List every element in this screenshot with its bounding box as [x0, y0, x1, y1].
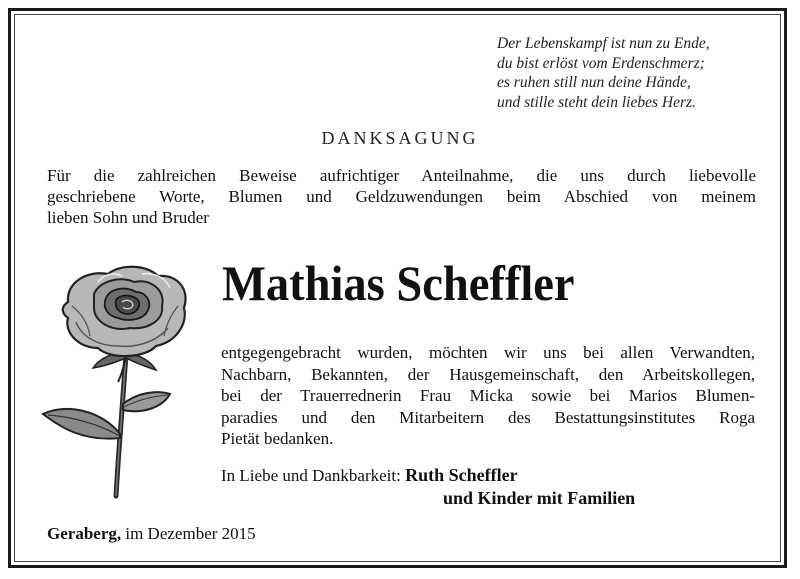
poem-line: es ruhen still nun deine Hände, — [497, 74, 691, 91]
footer-date: im Dezember 2015 — [125, 524, 256, 543]
poem-line: und stille steht dein liebes Herz. — [497, 93, 696, 111]
signoff-names: Ruth Scheffler — [405, 465, 518, 485]
deceased-name: Mathias Scheffler — [222, 255, 575, 311]
poem-line: Der Lebenskampf ist nun zu Ende, — [497, 35, 710, 52]
footer-place: Geraberg, — [47, 524, 122, 543]
poem — [497, 34, 767, 112]
footer — [47, 522, 256, 546]
intro-line: Für die zahlreichen Beweise aufrichtiger Anteilnahme, die uns durch liebevolle — [47, 166, 756, 185]
poem-line: du bist erlöst vom Erdenschmerz; — [497, 54, 705, 72]
body-line: bei der Trauerrednerin Frau Micka sowie bei Marios Blumen- — [221, 386, 755, 405]
body-line: Pietät bedanken. — [221, 429, 334, 448]
intro-text — [47, 165, 756, 228]
body-line: entgegengebracht wurden, möchten wir uns bei allen Verwandten, — [221, 343, 755, 362]
body-text — [221, 342, 755, 450]
intro-line: lieben Sohn und Bruder — [47, 208, 209, 227]
body-line: Nachbarn, Bekannten, der Hausgemeinschaft, den Arbeitskollegen, — [221, 364, 755, 384]
body-line: paradies und den Mitarbeitern des Bestattungsinstitutes Roga — [221, 407, 755, 427]
signoff-label: In Liebe und Dankbarkeit: — [221, 466, 401, 485]
heading-danksagung: DANKSAGUNG — [321, 128, 479, 148]
signoff — [221, 463, 518, 488]
rose-icon — [38, 262, 198, 502]
intro-line: geschriebene Worte, Blumen und Geldzuwendungen beim Abschied von meinem — [47, 187, 756, 206]
signoff-names-line2: und Kinder mit Familien — [443, 488, 636, 508]
